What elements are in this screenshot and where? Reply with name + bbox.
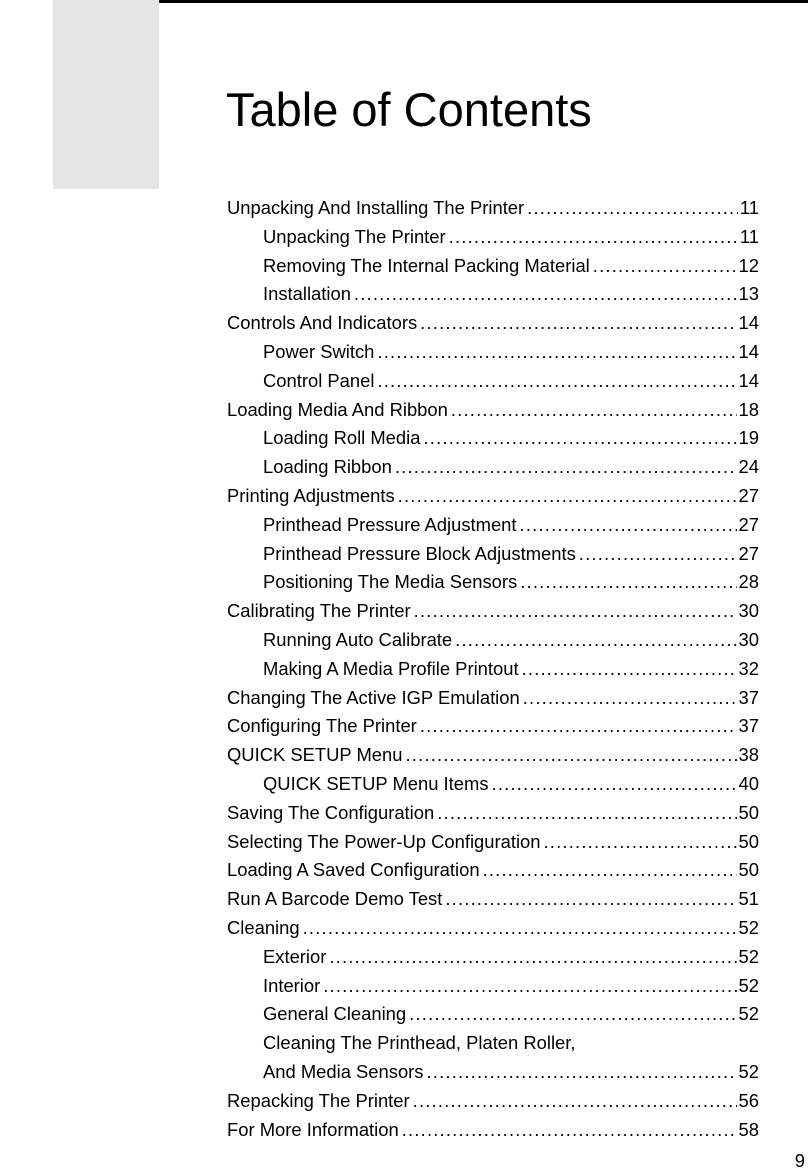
dot-leader [329,943,736,972]
toc-entry-page: 27 [738,542,759,564]
toc-entry-page: 37 [738,715,759,737]
toc-entry-label: Configuring The Printer [227,715,417,737]
toc-entry-page: 50 [738,801,759,823]
toc-entry[interactable] [227,482,759,511]
page-title: Table of Contents [226,83,592,136]
toc-entry-page: 19 [738,427,759,449]
toc-entry-page: 52 [738,916,759,938]
toc-entry-page: 40 [738,772,759,794]
toc-entry-page: 32 [738,657,759,679]
toc-subentry[interactable] [227,453,759,482]
toc-entry-page: 52 [738,945,759,967]
dot-leader [409,1000,736,1029]
toc-entry-label: Printhead Pressure Adjustment [263,513,517,535]
toc-entry-label: Control Panel [263,369,375,391]
dot-leader [354,280,737,309]
toc-entry-page: 14 [738,340,759,362]
toc-subentry[interactable] [227,511,759,540]
dot-leader [544,828,737,857]
toc-entry[interactable] [227,885,759,914]
dot-leader [527,194,738,223]
toc-entry-label: Loading Ribbon [263,456,392,478]
chapter-tab [53,0,159,189]
toc-subentry[interactable] [227,540,759,569]
toc-entry-label: Interior [263,974,321,996]
toc-entry-label: Selecting The Power-Up Configuration [227,830,541,852]
toc-subentry[interactable] [227,770,759,799]
toc-entry[interactable] [227,684,759,713]
toc-entry-label: Loading Roll Media [263,427,421,449]
toc-entry-label: Installation [263,283,351,305]
toc-entry-page: 14 [738,369,759,391]
dot-leader [377,338,736,367]
toc-subentry[interactable] [227,943,759,972]
toc-subentry[interactable] [227,367,759,396]
dot-leader [398,482,737,511]
page-number: 9 [794,1150,805,1171]
toc-entry[interactable] [227,1116,759,1145]
toc-entry-label: QUICK SETUP Menu [227,744,403,766]
toc-entry-page: 38 [738,744,759,766]
toc-subentry[interactable] [227,972,759,1001]
toc-entry-label: Loading A Saved Configuration [227,859,480,881]
dot-leader [437,799,736,828]
toc-entry-label: Unpacking And Installing The Printer [227,197,525,218]
toc-entry[interactable] [227,712,759,741]
toc-entry-label: Controls And Indicators [227,312,418,334]
dot-leader [449,223,738,252]
toc-entry[interactable] [227,309,759,338]
toc-subentry[interactable] [227,252,759,281]
toc-entry-page: 27 [738,484,759,506]
toc-entry-label: Printhead Pressure Block Adjustments [263,542,576,564]
dot-leader [483,856,737,885]
toc-entry-page: 12 [738,254,759,276]
dot-leader [323,972,736,1001]
toc-entry-label: For More Information [227,1118,399,1140]
toc-entry-label: And Media Sensors [263,1060,424,1082]
toc-entry-page: 14 [738,312,759,334]
toc-subentry[interactable] [227,223,759,252]
toc-entry-page: 28 [738,571,759,593]
toc-entry[interactable] [227,914,759,943]
toc-subentry[interactable] [227,568,759,597]
dot-leader [445,885,736,914]
toc-entry-page: 30 [738,628,759,650]
dot-leader [455,626,736,655]
toc-entry-page: 18 [738,398,759,420]
dot-leader [420,712,737,741]
toc-entry-page: 51 [738,888,759,910]
toc-entry-page: 11 [739,197,759,218]
toc-entry-label: Repacking The Printer [227,1089,410,1111]
dot-leader [377,367,736,396]
toc-subentry[interactable] [227,655,759,684]
dot-leader [522,655,737,684]
toc-entry-page: 52 [738,1060,759,1082]
dot-leader [520,511,737,540]
toc-list [227,194,759,1144]
toc-entry-page: 30 [738,600,759,622]
toc-entry-label: Unpacking The Printer [263,225,446,247]
toc-entry-page: 56 [738,1089,759,1111]
toc-entry-label: Cleaning [227,916,300,938]
top-rule [53,0,808,3]
toc-entry-page: 27 [738,513,759,535]
toc-subentry[interactable] [227,1029,759,1058]
toc-entry-label: Running Auto Calibrate [263,628,453,650]
toc-subentry[interactable] [227,280,759,309]
dot-leader [523,684,737,713]
toc-entry-label: Calibrating The Printer [227,600,411,622]
dot-leader [427,1058,737,1087]
dot-leader [520,568,736,597]
dot-leader [492,770,737,799]
toc-entry[interactable] [227,741,759,770]
toc-entry-page: 58 [738,1118,759,1140]
toc-entry-page: 52 [738,1003,759,1025]
toc-entry-label: Loading Media And Ribbon [227,398,448,420]
toc-entry-label: Changing The Active IGP Emulation [227,686,520,708]
dot-leader [303,914,737,943]
toc-entry[interactable] [227,799,759,828]
toc-entry-page: 11 [739,225,759,247]
toc-entry-page: 50 [738,859,759,881]
dot-leader [395,453,737,482]
toc-entry[interactable] [227,856,759,885]
toc-entry-page: 50 [738,830,759,852]
toc-entry-label: Cleaning The Printhead, Platen Roller, [263,1032,576,1054]
toc-subentry[interactable] [227,626,759,655]
toc-subentry[interactable] [227,1058,759,1087]
toc-entry[interactable] [227,828,759,857]
dot-leader [414,597,737,626]
toc-subentry[interactable] [227,424,759,453]
dot-leader [451,396,737,425]
toc-entry-label: Making A Media Profile Printout [263,657,519,679]
toc-entry-page: 37 [738,686,759,708]
toc-entry-label: Run A Barcode Demo Test [227,888,443,910]
toc-entry[interactable] [227,597,759,626]
toc-entry[interactable] [227,194,759,223]
toc-entry-label: Power Switch [263,340,375,362]
toc-entry-page: 13 [738,283,759,305]
toc-entry-page: 24 [738,456,759,478]
toc-entry-label: Removing The Internal Packing Material [263,254,590,276]
toc-entry-page: 52 [738,974,759,996]
dot-leader [593,252,737,281]
dot-leader [413,1087,737,1116]
dot-leader [420,309,736,338]
dot-leader [405,741,736,770]
dot-leader [579,540,737,569]
toc-entry[interactable] [227,396,759,425]
dot-leader [423,424,736,453]
toc-entry-label: Exterior [263,945,327,967]
toc-subentry[interactable] [227,338,759,367]
dot-leader [402,1116,737,1145]
toc-entry-label: Saving The Configuration [227,801,435,823]
toc-entry-label: Positioning The Media Sensors [263,571,518,593]
toc-entry[interactable] [227,1087,759,1116]
toc-entry-label: General Cleaning [263,1003,407,1025]
toc-subentry[interactable] [227,1000,759,1029]
toc-entry-label: Printing Adjustments [227,484,395,506]
toc-entry-label: QUICK SETUP Menu Items [263,772,489,794]
